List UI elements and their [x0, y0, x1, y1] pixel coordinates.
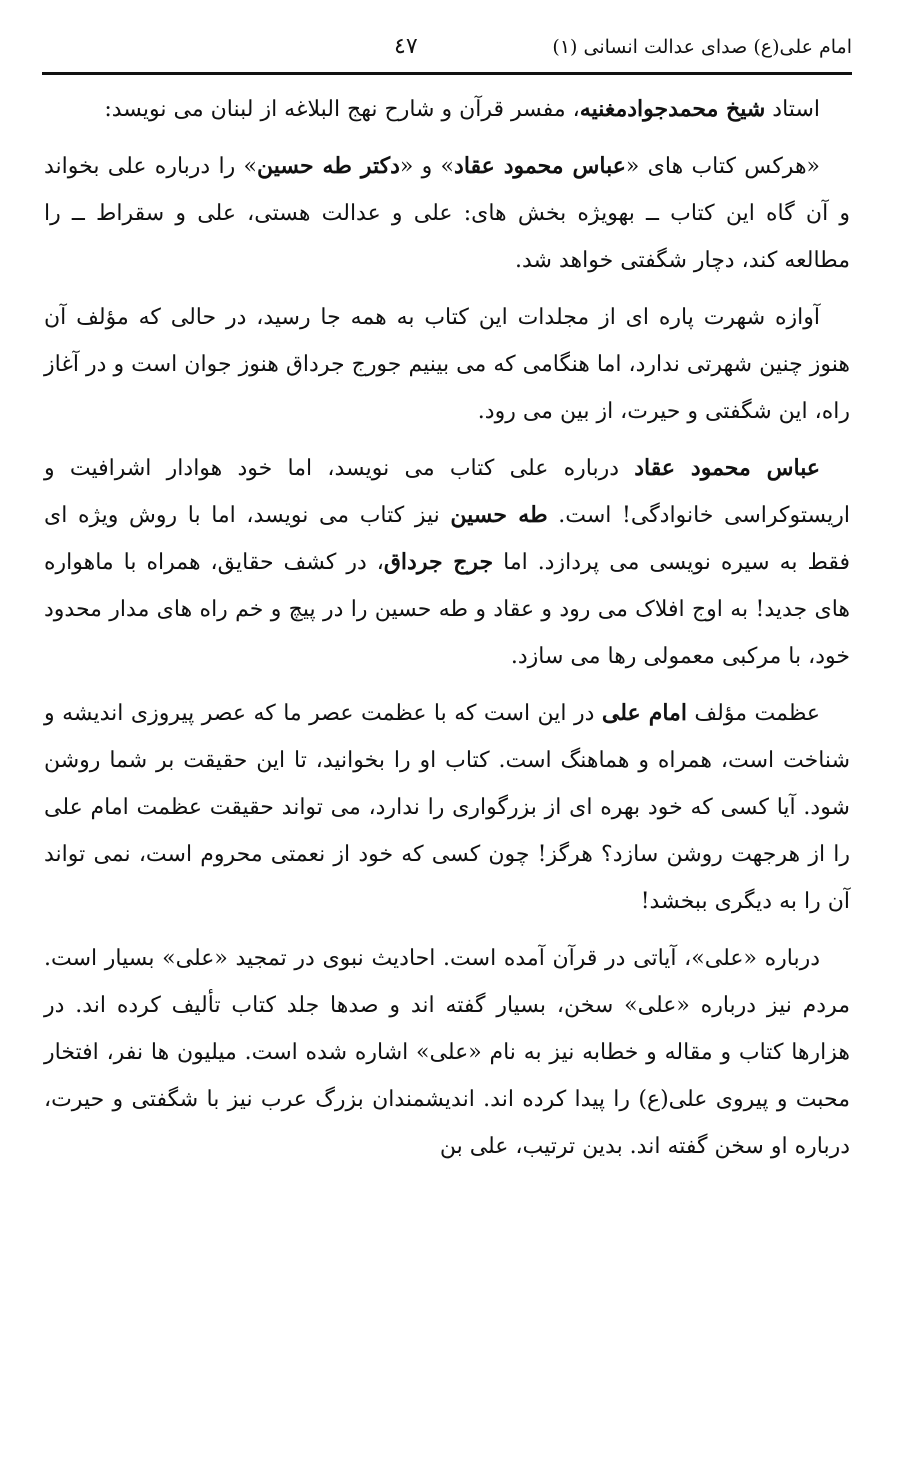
paragraph-6: [44, 935, 850, 1170]
bold-name: عباس محمود عقاد: [454, 153, 626, 179]
header-divider: [42, 72, 852, 75]
paragraph-2: [44, 143, 850, 284]
text-span: ، در کشف حقایق، همراه با ماهواره های جدید! به اوج افلاک می رود و عقاد و طه حسین را در پیچ و خم راه های مدار محدود خود، با مرکبی معمولی رها می سازد.: [44, 550, 850, 669]
text-span: در این است که با عظمت عصر ما که عصر پیروزی اندیشه و شناخت است، همراه و هماهنگ است. کتاب او را بخوانید، تا این حقیقت بر شما روشن شود. آیا کسی که خود بهره ای از بزرگواری را ندارد، می تواند حقیقت عظمت امام علی را از هرجهت روشن سازد؟ هرگز! چون کسی که خود از نعمتی محروم است، نمی تواند آن را به دیگری ببخشد!: [44, 701, 850, 914]
paragraph-4: [44, 445, 850, 680]
bold-name: دکتر طه حسین: [256, 153, 400, 179]
text-span: درباره علی کتاب می نویسد، اما خود هوادار اشرافیت و اریستوکراسی خانوادگی! است.: [44, 456, 850, 528]
paragraph-5: [44, 690, 850, 925]
text-span: استاد: [765, 97, 820, 122]
text-span: » و «: [399, 154, 455, 179]
paragraph-1: [44, 86, 850, 133]
bold-name: جرج جرداق: [383, 549, 494, 575]
running-title: امام علی(ع) صدای عدالت انسانی (۱): [552, 36, 852, 58]
text-span: «هرکس کتاب های «: [625, 154, 821, 179]
body-text: [44, 86, 850, 1180]
bold-name: شیخ محمدجوادمغنیه: [579, 96, 766, 122]
bold-name: عباس محمود عقاد: [634, 455, 821, 481]
page-header: [42, 28, 852, 72]
text-span: عظمت مؤلف: [686, 701, 820, 726]
text-span: نیز کتاب می نویسد، اما با روش ویژه ای فقط به سیره نویسی می پردازد. اما: [44, 503, 850, 575]
text-span: درباره «علی»، آیاتی در قرآن آمده است. احادیث نبوی در تمجید «علی» بسیار است. مردم نیز درباره «علی» سخن، بسیار گفته اند و صدها جلد کتاب تألیف کرده اند. در هزارها کتاب و مقاله و خطابه نیز به نام «علی» اشاره شده است. میلیون ها نفر، افتخار محبت و پیروی علی(ع) را پیدا کرده اند. اندیشمندان بزرگ عرب نیز با شگفتی و حیرت، درباره او سخن گفته اند. بدین ترتیب، علی بن: [44, 946, 850, 1159]
text-span: آوازه شهرت پاره ای از مجلدات این کتاب به همه جا رسید، در حالی که مؤلف آن هنوز چنین شهرتی ندارد، اما هنگامی که می بینیم جورج جرداق هنوز جوان است و در آغاز راه، این شگفتی و حیرت، از بین می رود.: [44, 305, 850, 424]
paragraph-3: [44, 294, 850, 435]
bold-name: طه حسین: [450, 502, 548, 528]
page-number: ٤٧: [394, 34, 418, 59]
bold-name: امام علی: [601, 700, 687, 726]
text-span: » را درباره علی بخواند و آن گاه این کتاب ــ بهویژه بخش های: علی و عدالت هستی، علی و سقراط ــ را مطالعه کند، دچار شگفتی خواهد شد.: [44, 154, 850, 273]
text-span: ، مفسر قرآن و شارح نهج البلاغه از لبنان می نویسد:: [104, 97, 580, 122]
